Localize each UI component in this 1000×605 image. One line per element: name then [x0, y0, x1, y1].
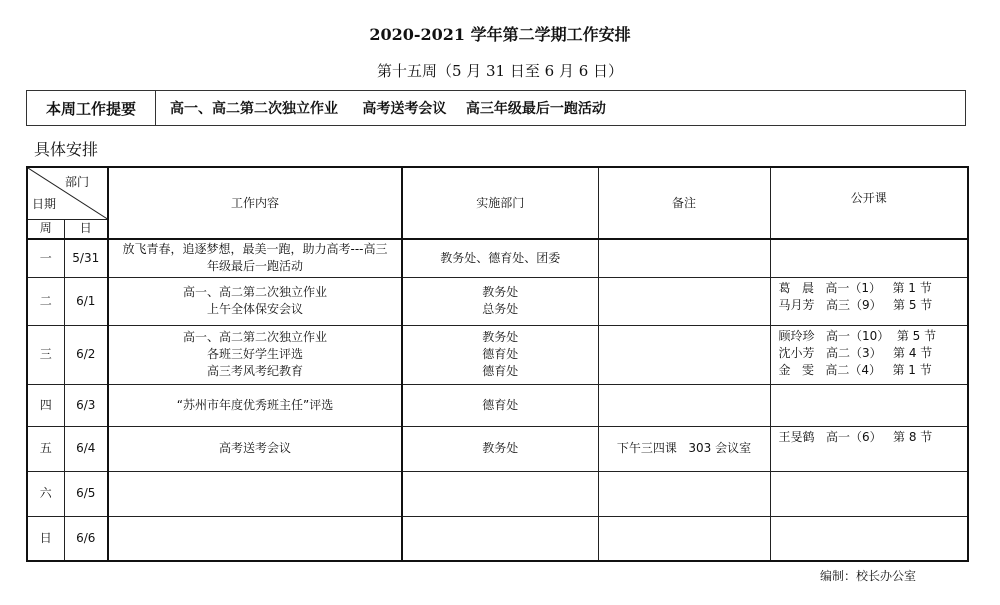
open-class-header: 公开课: [770, 167, 968, 239]
content-line: 高一、高二第二次独立作业: [182, 285, 327, 299]
day-cell: [64, 384, 108, 426]
summary-content: 高一、高二第二次独立作业 高考送考会议 高三年级最后一跑活动: [170, 101, 606, 117]
note-cell: [598, 384, 770, 426]
content-line: “苏州市年度优秀班主任”评选: [176, 397, 334, 412]
content-cell: [108, 426, 402, 471]
day-label: 6/3: [76, 397, 96, 412]
content-line: 高考送考会议: [218, 441, 291, 455]
content-cell: [108, 239, 402, 277]
day-header: 日: [64, 219, 108, 239]
weekly-summary-box: [26, 90, 966, 126]
schedule-table: [26, 166, 969, 562]
note-cell: [598, 471, 770, 516]
content-cell: [108, 325, 402, 384]
content-cell: [108, 384, 402, 426]
dept-cell: [402, 426, 598, 471]
content-line: 上午全体保安会议: [206, 302, 303, 316]
day-cell: [64, 426, 108, 471]
week-subtitle: 第十五周（5 月 31 日至 6 月 6 日）: [376, 62, 624, 80]
day-label: 6/2: [76, 347, 96, 361]
schedule-row: [27, 239, 968, 277]
week-cell: [27, 277, 64, 325]
week-label: 二: [39, 293, 52, 308]
dept-line: 教务处: [482, 441, 519, 455]
open-class-cell: [770, 471, 968, 516]
dept-corner-label: 部门: [64, 175, 89, 189]
summary-label: 本周工作提要: [27, 91, 156, 125]
section-label: 具体安排: [34, 140, 99, 159]
day-cell: [64, 239, 108, 277]
date-corner-label: 日期: [32, 197, 57, 211]
schedule-row: [27, 471, 968, 516]
open_class-line: 顾玲珍 高一（10） 第 5 节: [778, 328, 937, 343]
week-label: 六: [39, 486, 52, 500]
open-class-cell: [770, 516, 968, 561]
open-class-cell: [770, 325, 968, 384]
content-line: 高一、高二第二次独立作业: [182, 330, 327, 344]
note-cell: [598, 239, 770, 277]
content-line: 年级最后一跑活动: [206, 259, 303, 274]
day-cell: [64, 471, 108, 516]
week-cell: [27, 239, 64, 277]
dept-line: 教务处: [482, 330, 519, 344]
open-class-cell: [770, 239, 968, 277]
dept-cell: [402, 516, 598, 561]
schedule-row: [27, 277, 968, 325]
dept-line: 德育处: [482, 397, 519, 412]
dept-cell: [402, 471, 598, 516]
note-header: 备注: [598, 167, 770, 239]
open-class-cell: [770, 426, 968, 471]
dept-line: 总务处: [482, 302, 519, 316]
open-class-cell: [770, 277, 968, 325]
week-header: 周: [27, 219, 64, 239]
week-cell: [27, 325, 64, 384]
content-line: 各班三好学生评选: [206, 347, 303, 361]
dept-cell: [402, 239, 598, 277]
week-label: 一: [39, 250, 52, 265]
day-cell: [64, 325, 108, 384]
note-text: 下午三四课 303 会议室: [616, 441, 752, 455]
dept-cell: [402, 384, 598, 426]
note-cell: [598, 277, 770, 325]
dept-line: 教务处、德育处、团委: [440, 250, 561, 265]
dept-line: 教务处: [482, 285, 519, 299]
content-line: 放飞青春，追逐梦想，最美一跑，助力高考---高三: [122, 242, 388, 257]
open_class-line: 沈小芳 高二（3） 第 4 节: [778, 345, 933, 360]
dept-line: 德育处: [482, 347, 519, 361]
dept-cell: [402, 277, 598, 325]
dept-cell: [402, 325, 598, 384]
content-cell: [108, 277, 402, 325]
footer-editor: 编制：校长办公室: [820, 569, 917, 583]
week-cell: [27, 516, 64, 561]
week-cell: [27, 384, 64, 426]
content-header: 工作内容: [108, 167, 402, 239]
day-cell: [64, 516, 108, 561]
schedule-row: [27, 325, 968, 384]
week-cell: [27, 426, 64, 471]
note-cell: [598, 426, 770, 471]
schedule-row: [27, 384, 968, 426]
week-label: 日: [39, 530, 52, 545]
content-line: 高三考风考纪教育: [206, 364, 303, 378]
date-dept-corner-cell: [27, 167, 108, 219]
day-cell: [64, 277, 108, 325]
week-label: 三: [39, 347, 52, 361]
day-label: 6/4: [76, 441, 96, 455]
week-label: 四: [39, 397, 52, 412]
dept-line: 德育处: [482, 364, 519, 378]
schedule-row: [27, 426, 968, 471]
open-class-cell: [770, 384, 968, 426]
open_class-line: 金 雯 高二（4） 第 1 节: [778, 362, 932, 377]
note-cell: [598, 325, 770, 384]
open_class-line: 王旻鹤 高一（6） 第 8 节: [778, 429, 933, 444]
day-label: 5/31: [72, 250, 100, 265]
document-title: 2020-2021 学年第二学期工作安排: [369, 25, 631, 44]
day-label: 6/6: [76, 530, 96, 545]
day-label: 6/1: [76, 293, 96, 308]
week-cell: [27, 471, 64, 516]
content-cell: [108, 471, 402, 516]
dept-header: 实施部门: [402, 167, 598, 239]
schedule-row: [27, 516, 968, 561]
note-cell: [598, 516, 770, 561]
week-label: 五: [39, 441, 52, 455]
open_class-line: 马月芳 高三（9） 第 5 节: [778, 297, 933, 312]
open_class-line: 葛 晨 高一（1） 第 1 节: [778, 280, 932, 295]
day-label: 6/5: [76, 486, 96, 500]
content-cell: [108, 516, 402, 561]
